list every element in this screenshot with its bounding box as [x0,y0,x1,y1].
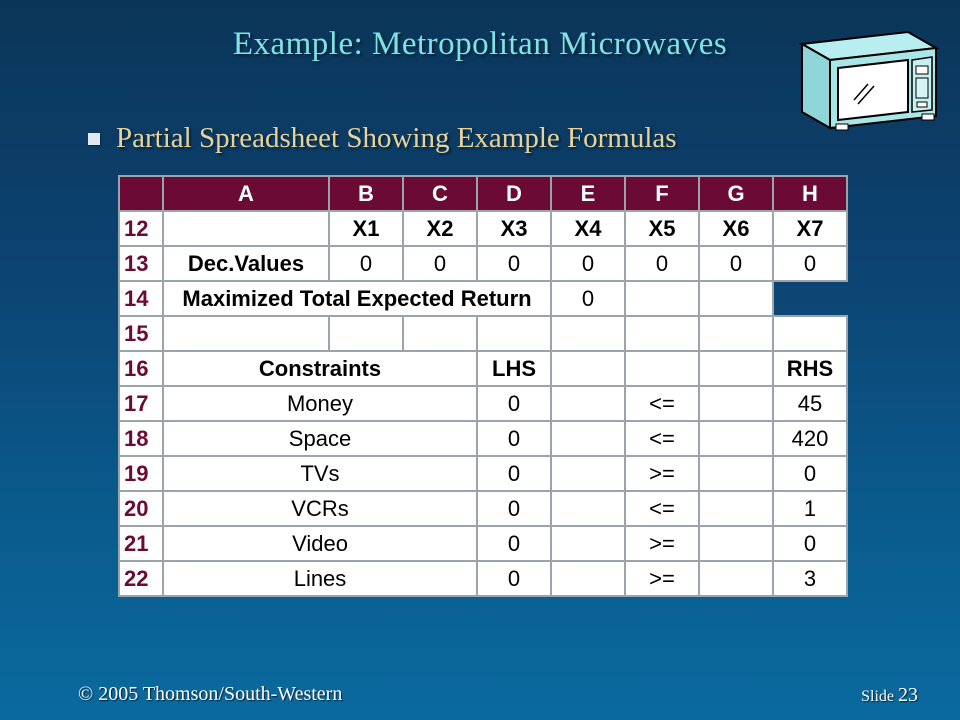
column-header-b[interactable]: B [329,176,403,211]
constraint-operator-cell[interactable]: >= [625,526,699,561]
cell-a12[interactable] [163,211,329,246]
column-header-h[interactable]: H [773,176,847,211]
constraint-rhs-cell[interactable]: 3 [773,561,847,596]
cell-e15[interactable] [551,316,625,351]
column-header-d[interactable]: D [477,176,551,211]
cell-e13[interactable]: 0 [551,246,625,281]
cell-g21[interactable] [699,526,773,561]
constraint-name-cell[interactable]: TVs [163,456,477,491]
constraint-operator-cell[interactable]: <= [625,491,699,526]
cell-g19[interactable] [699,456,773,491]
slide-number-label [861,684,918,707]
square-bullet-icon [88,133,100,145]
table-row [119,211,847,246]
slide-number: 23 [898,684,918,706]
cell-e17[interactable] [551,386,625,421]
cell-f14-objective-value[interactable]: 0 [551,281,625,316]
constraint-name-cell[interactable]: Video [163,526,477,561]
cell-g20[interactable] [699,491,773,526]
cell-b13[interactable]: 0 [329,246,403,281]
constraint-lhs-cell[interactable]: 0 [477,456,551,491]
cell-h13[interactable]: 0 [773,246,847,281]
table-row [119,316,847,351]
cell-b15[interactable] [329,316,403,351]
constraint-rhs-cell[interactable]: 1 [773,491,847,526]
column-header-f[interactable]: F [625,176,699,211]
constraint-operator-cell[interactable]: <= [625,421,699,456]
cell-c13[interactable]: 0 [403,246,477,281]
cell-e18[interactable] [551,421,625,456]
constraint-lhs-cell[interactable]: 0 [477,421,551,456]
cell-h15[interactable] [773,316,847,351]
constraint-lhs-cell[interactable]: 0 [477,561,551,596]
table-row [119,421,847,456]
cell-c12[interactable]: X2 [403,211,477,246]
cell-h14[interactable] [699,281,773,316]
constraint-lhs-cell[interactable]: 0 [477,491,551,526]
table-row [119,281,847,316]
cell-a13[interactable]: Dec.Values [163,246,329,281]
cell-d12[interactable]: X3 [477,211,551,246]
row-header-19[interactable]: 19 [119,456,163,491]
bullet-text: Partial Spreadsheet Showing Example Formulas [116,122,677,154]
constraint-operator-cell[interactable]: >= [625,456,699,491]
cell-g14[interactable] [625,281,699,316]
cell-e20[interactable] [551,491,625,526]
cell-c15[interactable] [403,316,477,351]
bullet-item [88,122,677,155]
row-header-14[interactable]: 14 [119,281,163,316]
cell-a15[interactable] [163,316,329,351]
constraint-operator-cell[interactable]: >= [625,561,699,596]
constraint-rhs-cell[interactable]: 420 [773,421,847,456]
row-header-12[interactable]: 12 [119,211,163,246]
cell-g16[interactable] [699,351,773,386]
constraint-rhs-cell[interactable]: 0 [773,456,847,491]
row-header-21[interactable]: 21 [119,526,163,561]
constraint-rhs-cell[interactable]: 0 [773,526,847,561]
cell-e22[interactable] [551,561,625,596]
constraint-lhs-cell[interactable]: 0 [477,526,551,561]
column-header-row [119,176,847,211]
constraint-name-cell[interactable]: Money [163,386,477,421]
cell-h16-rhs-label[interactable]: RHS [773,351,847,386]
constraint-name-cell[interactable]: Space [163,421,477,456]
slide-word: Slide [861,688,894,705]
table-row [119,246,847,281]
cell-a16-constraints-label[interactable]: Constraints [163,351,477,386]
constraint-operator-cell[interactable]: <= [625,386,699,421]
cell-g12[interactable]: X6 [699,211,773,246]
cell-f16[interactable] [625,351,699,386]
cell-e21[interactable] [551,526,625,561]
copyright-notice: © 2005 Thomson/South-Western [78,683,343,705]
constraint-name-cell[interactable]: Lines [163,561,477,596]
table-row [119,491,847,526]
row-header-16[interactable]: 16 [119,351,163,386]
cell-e12[interactable]: X4 [551,211,625,246]
table-row [119,386,847,421]
cell-a14-objective-label[interactable]: Maximized Total Expected Return [163,281,551,316]
cell-b12[interactable]: X1 [329,211,403,246]
cell-d13[interactable]: 0 [477,246,551,281]
slide-title: Example: Metropolitan Microwaves [232,26,728,62]
table-row [119,526,847,561]
column-header-g[interactable]: G [699,176,773,211]
row-header-17[interactable]: 17 [119,386,163,421]
microwave-icon [796,26,942,134]
cell-g18[interactable] [699,421,773,456]
cell-e19[interactable] [551,456,625,491]
cell-f15[interactable] [625,316,699,351]
cell-d15[interactable] [477,316,551,351]
table-row [119,561,847,596]
spreadsheet-table [118,175,848,597]
cell-g17[interactable] [699,386,773,421]
table-row [119,456,847,491]
cell-h12[interactable]: X7 [773,211,847,246]
cell-g13[interactable]: 0 [699,246,773,281]
cell-f12[interactable]: X5 [625,211,699,246]
column-header-c[interactable]: C [403,176,477,211]
corner-cell[interactable] [119,176,163,211]
constraint-name-cell[interactable]: VCRs [163,491,477,526]
row-header-20[interactable]: 20 [119,491,163,526]
row-header-22[interactable]: 22 [119,561,163,596]
row-header-13[interactable]: 13 [119,246,163,281]
table-row [119,351,847,386]
cell-f13[interactable]: 0 [625,246,699,281]
cell-d16-lhs-label[interactable]: LHS [477,351,551,386]
column-header-e[interactable]: E [551,176,625,211]
row-header-15[interactable]: 15 [119,316,163,351]
row-header-18[interactable]: 18 [119,421,163,456]
constraint-rhs-cell[interactable]: 45 [773,386,847,421]
cell-g22[interactable] [699,561,773,596]
cell-e16[interactable] [551,351,625,386]
constraint-lhs-cell[interactable]: 0 [477,386,551,421]
cell-g15[interactable] [699,316,773,351]
column-header-a[interactable]: A [163,176,329,211]
